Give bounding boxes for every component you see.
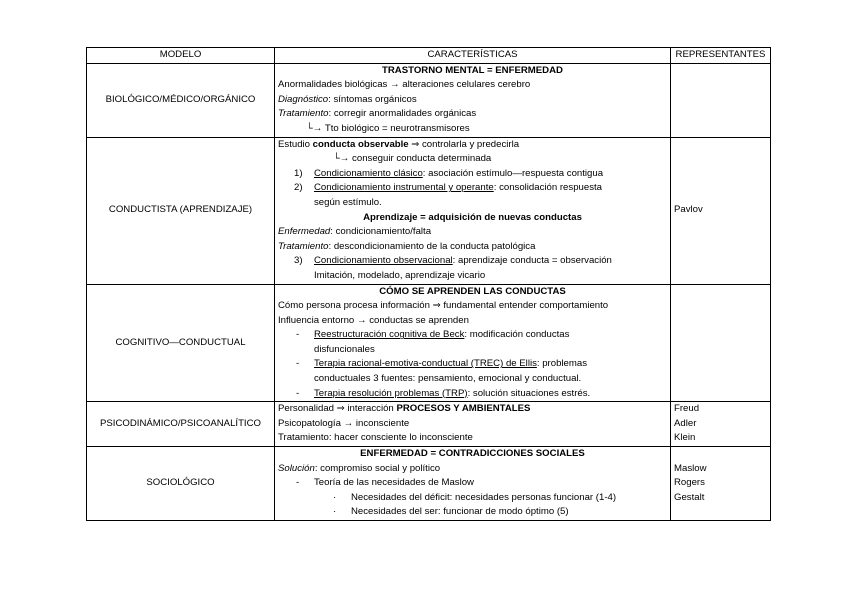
item-underlined: Terapia resolución problemas (TRP)	[314, 387, 468, 399]
reps-biologico	[671, 63, 771, 137]
dot-marker: ·	[333, 491, 337, 503]
representative-name: Rogers	[674, 477, 705, 489]
representative-name: Freud	[674, 403, 700, 415]
item-underlined: Condicionamiento observacional	[314, 255, 453, 267]
chars-psicodinamico	[275, 402, 671, 447]
cognitivo-title: CÓMO SE APRENDEN LAS CONDUCTAS	[379, 285, 566, 297]
representative-name: Pavlov	[674, 204, 703, 216]
item-text: : consolidación respuesta	[493, 182, 602, 194]
conductista-subtitle: Aprendizaje = adquisición de nuevas conductas	[363, 211, 582, 223]
psicodinamico-l1-a: Personalidad ⇒ interacción	[278, 403, 397, 415]
biologico-title: TRASTORNO MENTAL = ENFERMEDAD	[382, 64, 563, 76]
header-model: MODELO	[87, 48, 275, 64]
cognitivo-item-1-cont: disfuncionales	[314, 343, 375, 355]
cognitivo-item-3	[278, 387, 667, 402]
item-text: Teoría de las necesidades de Maslow	[314, 477, 474, 489]
cognitivo-item-1	[278, 328, 667, 343]
models-table	[86, 47, 771, 521]
biologico-diagnostico-label: Diagnóstico	[278, 93, 329, 105]
conductista-line-2: └→ conseguir conducta determinada	[333, 153, 492, 165]
conductista-item-2-cont: según estímulo.	[314, 196, 382, 208]
dash-marker: -	[296, 358, 300, 370]
row-biologico	[87, 63, 771, 137]
representative-name: Klein	[674, 432, 696, 444]
conductista-item-3-cont: Imitación, modelado, aprendizaje vicario	[314, 269, 486, 281]
row-psicodinamico	[87, 402, 771, 447]
conductista-line-1	[278, 138, 667, 153]
item-number: 3)	[294, 255, 303, 267]
model-psicodinamico: PSICODINÁMICO/PSICOANALÍTICO	[87, 402, 275, 447]
psicodinamico-line-1	[278, 402, 667, 417]
representative-name: Gestalt	[674, 491, 705, 503]
cognitivo-item-2-cont: conductuales 3 fuentes: pensamiento, emocional y conductual.	[314, 373, 582, 385]
item-underlined: Condicionamiento clásico	[314, 167, 423, 179]
item-number: 1)	[294, 167, 303, 179]
sociologico-subitem-1	[278, 491, 667, 506]
item-text: : solución situaciones estrés.	[467, 387, 591, 399]
conductista-line-4	[278, 240, 667, 255]
model-biologico: BIOLÓGICO/MÉDICO/ORGÁNICO	[87, 63, 275, 137]
row-cognitivo	[87, 284, 771, 402]
biologico-line-2	[278, 93, 667, 108]
model-conductista: CONDUCTISTA (APRENDIZAJE)	[87, 137, 275, 284]
sociologico-line-1	[278, 462, 667, 477]
sociologico-item-1	[278, 476, 667, 491]
reps-conductista	[671, 137, 771, 284]
conductista-item-2	[278, 181, 667, 196]
biologico-tratamiento-label: Tratamiento	[278, 108, 329, 120]
conductista-item-1	[278, 167, 667, 182]
conductista-enfermedad-label: Enfermedad	[278, 226, 331, 238]
biologico-line-3	[278, 107, 667, 122]
reps-sociologico	[671, 447, 771, 521]
reps-psicodinamico	[671, 402, 771, 447]
sociologico-solucion-text: : compromiso social y político	[314, 462, 441, 474]
sociologico-subitem-2	[278, 505, 667, 520]
conductista-l1-c: ⇒ controlarla y predecirla	[408, 138, 520, 150]
item-underlined: Reestructuración cognitiva de Beck	[314, 329, 465, 341]
conductista-l1-b: conducta observable	[312, 138, 409, 150]
chars-cognitivo	[275, 284, 671, 402]
item-text: : modificación conductas	[464, 329, 570, 341]
header-row	[87, 48, 771, 64]
model-sociologico: SOCIOLÓGICO	[87, 447, 275, 521]
cognitivo-item-2	[278, 357, 667, 372]
subitem-text: Necesidades del ser: funcionar de modo óptimo (5)	[351, 506, 569, 518]
psicodinamico-line-3: Tratamiento: hacer consciente lo inconsciente	[278, 432, 473, 444]
item-text: : problemas	[536, 358, 588, 370]
header-characteristics: CARACTERÍSTICAS	[275, 48, 671, 64]
biologico-line-4: └→ Tto biológico = neurotransmisores	[306, 122, 470, 134]
conductista-tratamiento-text: : descondicionamiento de la conducta patológica	[328, 240, 536, 252]
biologico-tratamiento-text: : corregir anormalidades orgánicas	[328, 108, 477, 120]
conductista-enfermedad-text: : condicionamiento/falta	[330, 226, 432, 238]
biologico-diagnostico-text: : síntomas orgánicos	[328, 93, 417, 105]
sociologico-title: ENFERMEDAD = CONTRADICCIONES SOCIALES	[360, 448, 585, 460]
item-text: : asociación estímulo—respuesta contigua	[422, 167, 604, 179]
chars-conductista	[275, 137, 671, 284]
reps-cognitivo	[671, 284, 771, 402]
item-underlined: Terapia racional-emotiva-conductual (TREC) de Ellis	[314, 358, 537, 370]
sociologico-solucion-label: Solución	[278, 462, 315, 474]
subitem-text: Necesidades del déficit: necesidades personas funcionar (1-4)	[351, 491, 617, 503]
chars-biologico	[275, 63, 671, 137]
psicodinamico-l1-b: PROCESOS Y AMBIENTALES	[396, 403, 531, 415]
cognitivo-line-1: Cómo persona procesa información ⇒ fundamental entender comportamiento	[278, 300, 609, 312]
header-representatives: REPRESENTANTES	[671, 48, 771, 64]
item-underlined: Condicionamiento instrumental y operante	[314, 182, 494, 194]
conductista-line-3	[278, 225, 667, 240]
dash-marker: -	[296, 387, 300, 399]
item-number: 2)	[294, 182, 303, 194]
conductista-l1-a: Estudio	[278, 138, 313, 150]
chars-sociologico	[275, 447, 671, 521]
conductista-tratamiento-label: Tratamiento	[278, 240, 329, 252]
item-text: : aprendizaje conducta = observación	[452, 255, 612, 267]
dash-marker: -	[296, 477, 300, 489]
psicodinamico-line-2: Psicopatología → inconsciente	[278, 417, 410, 429]
cognitivo-line-2: Influencia entorno → conductas se aprenden	[278, 314, 469, 326]
dash-marker: -	[296, 329, 300, 341]
conductista-item-3	[278, 254, 667, 269]
dot-marker: ·	[333, 506, 337, 518]
representative-name: Adler	[674, 417, 697, 429]
biologico-line-1: Anormalidades biológicas → alteraciones celulares cerebro	[278, 79, 531, 91]
model-cognitivo: COGNITIVO—CONDUCTUAL	[87, 284, 275, 402]
representative-name: Maslow	[674, 462, 707, 474]
row-conductista	[87, 137, 771, 284]
row-sociologico	[87, 447, 771, 521]
